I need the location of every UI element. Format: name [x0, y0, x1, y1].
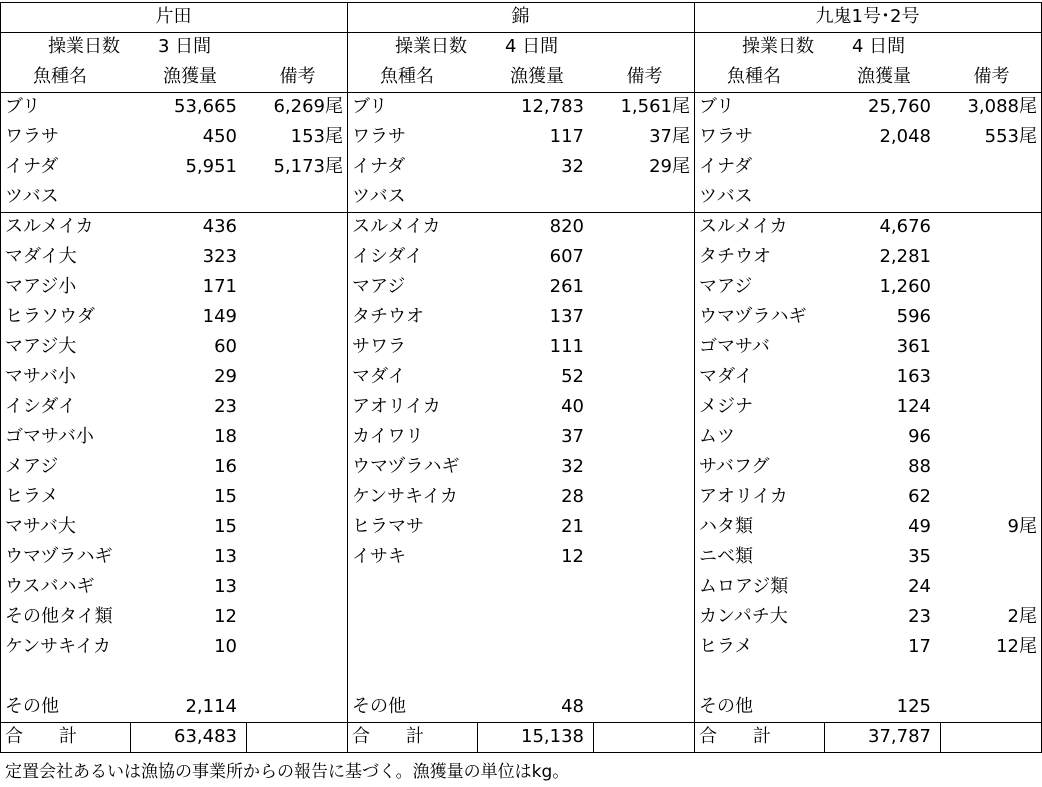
note-value — [245, 182, 343, 212]
fish-name: ウマヅラハギ — [699, 306, 807, 327]
fish-name: タチウオ — [352, 306, 424, 327]
note-value — [245, 362, 343, 392]
column-header-catch: 漁獲量 — [163, 66, 217, 87]
note-value — [245, 632, 343, 662]
fish-name: ヒラソウダ — [5, 306, 95, 327]
note-value — [939, 572, 1037, 602]
fish-name: ケンサキイカ — [5, 636, 111, 657]
total-label: 合 計 — [352, 726, 424, 747]
note-value — [592, 332, 690, 362]
catch-value: 37 — [561, 426, 584, 447]
catch-value — [824, 182, 931, 212]
fish-name: タチウオ — [699, 246, 771, 267]
note-value: 5,173尾 — [273, 156, 343, 177]
fish-name: イナダ — [352, 156, 406, 177]
other-value: 125 — [896, 696, 931, 717]
fish-name: ウマヅラハギ — [5, 546, 113, 567]
column-header-note: 備考 — [973, 66, 1010, 87]
catch-value: 21 — [561, 516, 584, 537]
fish-name: ブリ — [352, 96, 388, 117]
table-bottom-border — [0, 752, 1042, 753]
fish-name: ニベ類 — [699, 546, 753, 567]
catch-value: 124 — [896, 396, 931, 417]
catch-value: 361 — [896, 336, 931, 357]
catch-value: 96 — [908, 426, 931, 447]
note-value — [939, 332, 1037, 362]
catch-value: 32 — [561, 456, 584, 477]
catch-value: 149 — [202, 306, 237, 327]
catch-value: 49 — [908, 516, 931, 537]
fish-name: イサキ — [352, 546, 406, 567]
catch-value: 60 — [214, 336, 237, 357]
fish-name: マアジ — [352, 276, 406, 297]
note-value — [245, 242, 343, 272]
fish-name: ワラサ — [699, 126, 753, 147]
catch-value: 10 — [214, 636, 237, 657]
total-cell-divider — [593, 722, 594, 752]
note-value: 153尾 — [290, 126, 343, 147]
total-value: 15,138 — [521, 726, 584, 747]
note-value — [939, 482, 1037, 512]
note-value: 29尾 — [649, 156, 690, 177]
note-value — [592, 482, 690, 512]
total-value: 37,787 — [868, 726, 931, 747]
total-label: 合 計 — [5, 726, 77, 747]
fish-name: ツバス — [352, 186, 406, 207]
note-value — [245, 452, 343, 482]
note-value — [592, 182, 690, 212]
note-value — [592, 242, 690, 272]
fish-name: ウスバハギ — [5, 576, 95, 597]
fish-name: カイワリ — [352, 426, 424, 447]
fish-name: ブリ — [699, 96, 735, 117]
note-value — [592, 362, 690, 392]
fish-name: マダイ大 — [5, 246, 77, 267]
catch-value: 820 — [549, 216, 584, 237]
note-value — [245, 332, 343, 362]
fish-name: ブリ — [5, 96, 41, 117]
fish-name: ケンサキイカ — [352, 486, 458, 507]
catch-value: 450 — [202, 126, 237, 147]
note-value — [939, 362, 1037, 392]
catch-value: 18 — [214, 426, 237, 447]
note-value — [939, 452, 1037, 482]
catch-value: 23 — [214, 396, 237, 417]
catch-value: 163 — [896, 366, 931, 387]
other-label: その他 — [699, 696, 753, 717]
catch-value — [477, 182, 584, 212]
note-value — [939, 422, 1037, 452]
total-value: 63,483 — [174, 726, 237, 747]
fish-name: アオリイカ — [699, 486, 788, 507]
note-value — [245, 392, 343, 422]
operating-days-value: 3 日間 — [158, 36, 212, 57]
fish-name: イシダイ — [352, 246, 423, 267]
fish-name: ヒラメ — [699, 636, 753, 657]
catch-value: 12,783 — [521, 96, 584, 117]
note-value — [245, 422, 343, 452]
catch-value: 32 — [561, 156, 584, 177]
fish-name: スルメイカ — [352, 216, 441, 237]
catch-value: 607 — [549, 246, 584, 267]
catch-value: 137 — [549, 306, 584, 327]
total-cell-divider — [477, 722, 478, 752]
catch-value: 2,281 — [879, 246, 931, 267]
other-label: その他 — [352, 696, 406, 717]
operating-days-label: 操業日数 — [395, 36, 467, 57]
fish-name: ワラサ — [5, 126, 59, 147]
column-header-fish: 魚種名 — [33, 66, 87, 87]
catch-value: 117 — [549, 126, 584, 147]
note-value — [592, 272, 690, 302]
fish-name: ゴマサバ — [699, 336, 770, 357]
note-value — [592, 452, 690, 482]
operating-days-value: 4 日間 — [852, 36, 906, 57]
catch-value: 261 — [549, 276, 584, 297]
note-value: 37尾 — [649, 126, 690, 147]
fish-name: ヒラメ — [5, 486, 59, 507]
fish-name: その他タイ類 — [5, 606, 113, 627]
catch-value: 25,760 — [868, 96, 931, 117]
fish-name: カンパチ大 — [699, 606, 788, 627]
total-cell-divider — [824, 722, 825, 752]
note-value — [592, 512, 690, 542]
note-value: 1,561尾 — [620, 96, 690, 117]
fish-name: ヒラマサ — [352, 516, 424, 537]
catch-value: 40 — [561, 396, 584, 417]
note-value — [245, 602, 343, 632]
note-value — [245, 512, 343, 542]
total-cell-divider — [246, 722, 247, 752]
note-value — [939, 542, 1037, 572]
catch-value: 111 — [549, 336, 584, 357]
catch-value — [130, 182, 237, 212]
note-value — [939, 242, 1037, 272]
total-cell-divider — [940, 722, 941, 752]
note-value — [939, 182, 1037, 212]
fish-name: メジナ — [699, 396, 753, 417]
fish-name: ツバス — [699, 186, 753, 207]
fish-name: マアジ小 — [5, 276, 77, 297]
section-divider — [694, 2, 695, 752]
note-value: 2尾 — [1007, 606, 1037, 627]
catch-value: 12 — [561, 546, 584, 567]
catch-value: 53,665 — [174, 96, 237, 117]
note-value — [939, 392, 1037, 422]
note-value — [592, 302, 690, 332]
note-value — [939, 212, 1037, 242]
fish-name: スルメイカ — [699, 216, 788, 237]
note-value — [245, 272, 343, 302]
fish-name: サワラ — [352, 336, 406, 357]
note-value: 9尾 — [1007, 516, 1037, 537]
note-value: 3,088尾 — [967, 96, 1037, 117]
note-value — [245, 302, 343, 332]
fish-name: ハタ類 — [699, 516, 753, 537]
catch-value: 13 — [214, 546, 237, 567]
fish-name: マサバ小 — [5, 366, 76, 387]
catch-value: 436 — [202, 216, 237, 237]
section-divider — [347, 2, 348, 752]
catch-value: 35 — [908, 546, 931, 567]
fish-name: マサバ大 — [5, 516, 76, 537]
catch-value: 4,676 — [879, 216, 931, 237]
note-value — [245, 482, 343, 512]
fish-name: マアジ — [699, 276, 753, 297]
note-value — [592, 422, 690, 452]
fish-name: ウマヅラハギ — [352, 456, 460, 477]
other-value: 48 — [561, 696, 584, 717]
fish-name: マダイ — [352, 366, 406, 387]
catch-value: 17 — [908, 636, 931, 657]
catch-value: 596 — [896, 306, 931, 327]
other-label: その他 — [5, 696, 59, 717]
catch-value: 52 — [561, 366, 584, 387]
note-value — [939, 302, 1037, 332]
fish-name: ワラサ — [352, 126, 406, 147]
section-title: 錦 — [511, 6, 530, 27]
catch-value: 88 — [908, 456, 931, 477]
total-cell-divider — [130, 722, 131, 752]
column-header-fish: 魚種名 — [727, 66, 781, 87]
catch-value: 16 — [214, 456, 237, 477]
note-value — [245, 212, 343, 242]
fish-name: サバフグ — [699, 456, 770, 477]
catch-value: 28 — [561, 486, 584, 507]
fish-name: ゴマサバ小 — [5, 426, 94, 447]
fish-name: スルメイカ — [5, 216, 94, 237]
note-value — [592, 542, 690, 572]
note-value — [245, 542, 343, 572]
note-value: 12尾 — [996, 636, 1037, 657]
fish-name: ツバス — [5, 186, 59, 207]
other-value: 2,114 — [185, 696, 237, 717]
note-value — [939, 152, 1037, 182]
note-value — [592, 212, 690, 242]
catch-value: 171 — [202, 276, 237, 297]
fish-name: ムツ — [699, 426, 735, 447]
fish-name: マアジ大 — [5, 336, 77, 357]
catch-value: 5,951 — [185, 156, 237, 177]
column-header-catch: 漁獲量 — [510, 66, 564, 87]
section-title: 片田 — [155, 6, 192, 27]
table-left-border — [0, 2, 1, 752]
note-value: 553尾 — [984, 126, 1037, 147]
operating-days-value: 4 日間 — [505, 36, 559, 57]
column-header-catch: 漁獲量 — [857, 66, 911, 87]
catch-value: 2,048 — [879, 126, 931, 147]
fish-name: メアジ — [5, 456, 59, 477]
note-value: 6,269尾 — [273, 96, 343, 117]
catch-value: 29 — [214, 366, 237, 387]
operating-days-label: 操業日数 — [48, 36, 120, 57]
fish-name: イシダイ — [5, 396, 76, 417]
catch-value: 24 — [908, 576, 931, 597]
catch-value: 323 — [202, 246, 237, 267]
footnote: 定置会社あるいは漁協の事業所からの報告に基づく。漁獲量の単位はkg。 — [5, 762, 570, 782]
operating-days-label: 操業日数 — [742, 36, 814, 57]
catch-value — [824, 152, 931, 182]
catch-value: 23 — [908, 606, 931, 627]
column-header-fish: 魚種名 — [380, 66, 434, 87]
column-header-note: 備考 — [279, 66, 316, 87]
note-value — [592, 392, 690, 422]
fish-name: イナダ — [5, 156, 59, 177]
note-value — [245, 572, 343, 602]
catch-value: 13 — [214, 576, 237, 597]
note-value — [939, 272, 1037, 302]
catch-value: 1,260 — [879, 276, 931, 297]
section-title: 九鬼1号･2号 — [815, 6, 920, 27]
catch-value: 12 — [214, 606, 237, 627]
fish-name: ムロアジ類 — [699, 576, 789, 597]
catch-value: 15 — [214, 516, 237, 537]
total-label: 合 計 — [699, 726, 771, 747]
fish-name: マダイ — [699, 366, 753, 387]
fish-name: アオリイカ — [352, 396, 441, 417]
catch-value: 62 — [908, 486, 931, 507]
column-header-note: 備考 — [626, 66, 663, 87]
catch-value: 15 — [214, 486, 237, 507]
fish-name: イナダ — [699, 156, 753, 177]
